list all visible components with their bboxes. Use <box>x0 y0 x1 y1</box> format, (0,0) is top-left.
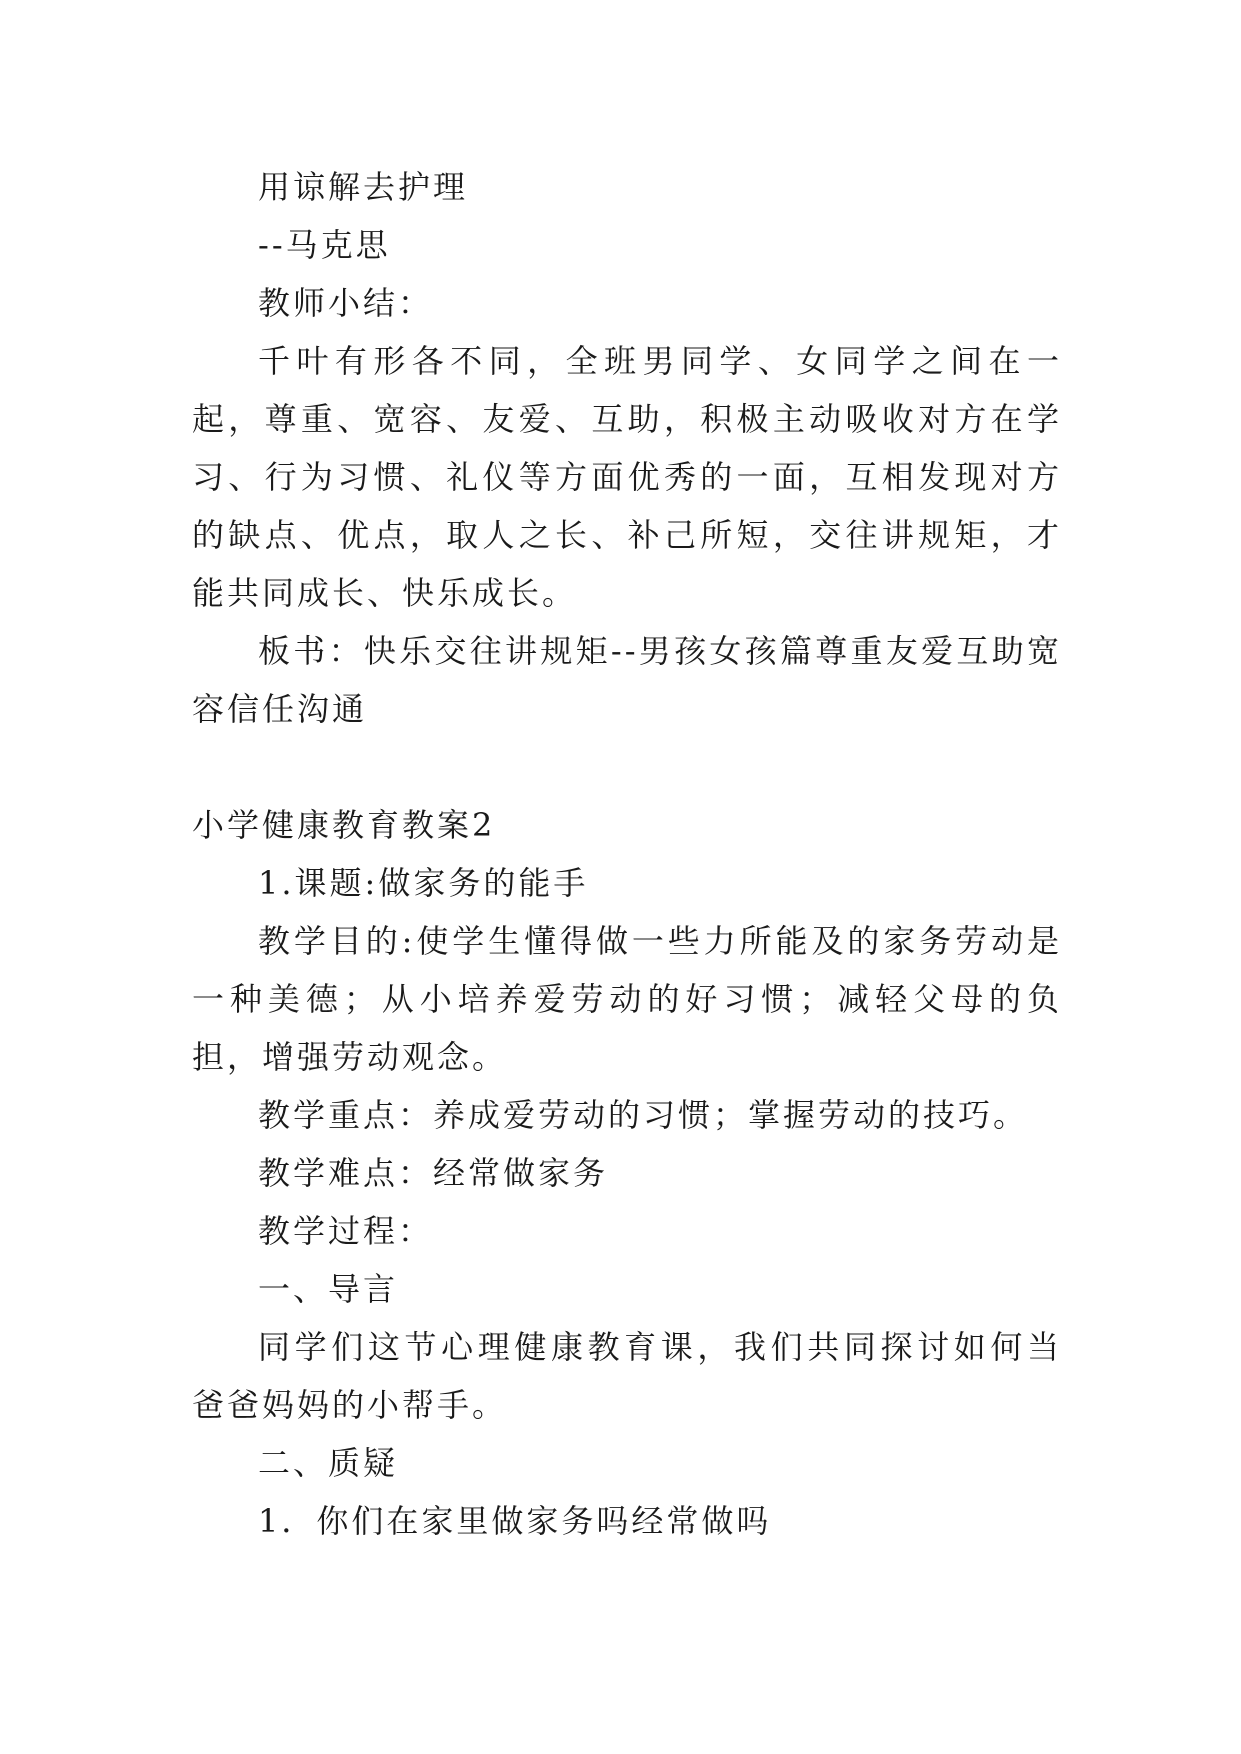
paragraph-9: 教学难点：经常做家务 <box>258 1154 609 1192</box>
document-body <box>192 158 1062 1550</box>
paragraph-7: 教学目的:使学生懂得做一些力所能及的家务劳动是一种美德；从小培养爱劳动的好习惯；减轻父母的负担，增强劳动观念。 <box>192 922 1062 1076</box>
paragraph-10: 教学过程： <box>258 1212 434 1250</box>
paragraph-14: 1．你们在家里做家务吗经常做吗 <box>258 1502 772 1540</box>
paragraph-2: --马克思 <box>258 226 391 264</box>
paragraph-12: 同学们这节心理健康教育课，我们共同探讨如何当爸爸妈妈的小帮手。 <box>192 1328 1062 1424</box>
paragraph-6: 1.课题:做家务的能手 <box>258 864 589 902</box>
paragraph-1: 用谅解去护理 <box>258 168 469 206</box>
paragraph-11: 一、导言 <box>258 1270 399 1308</box>
paragraph-5: 板书：快乐交往讲规矩--男孩女孩篇尊重友爱互助宽容信任沟通 <box>192 632 1062 728</box>
paragraph-8: 教学重点：养成爱劳动的习惯；掌握劳动的技巧。 <box>258 1096 1029 1134</box>
paragraph-3: 教师小结： <box>258 284 434 322</box>
section-title: 小学健康教育教案2 <box>192 806 496 844</box>
paragraph-13: 二、质疑 <box>258 1444 399 1482</box>
paragraph-4: 千叶有形各不同，全班男同学、女同学之间在一起，尊重、宽容、友爱、互助，积极主动吸收对方在学习、行为习惯、礼仪等方面优秀的一面，互相发现对方的缺点、优点，取人之长、补己所短，交往讲规矩，才能共同成长、快乐成长。 <box>192 342 1062 612</box>
